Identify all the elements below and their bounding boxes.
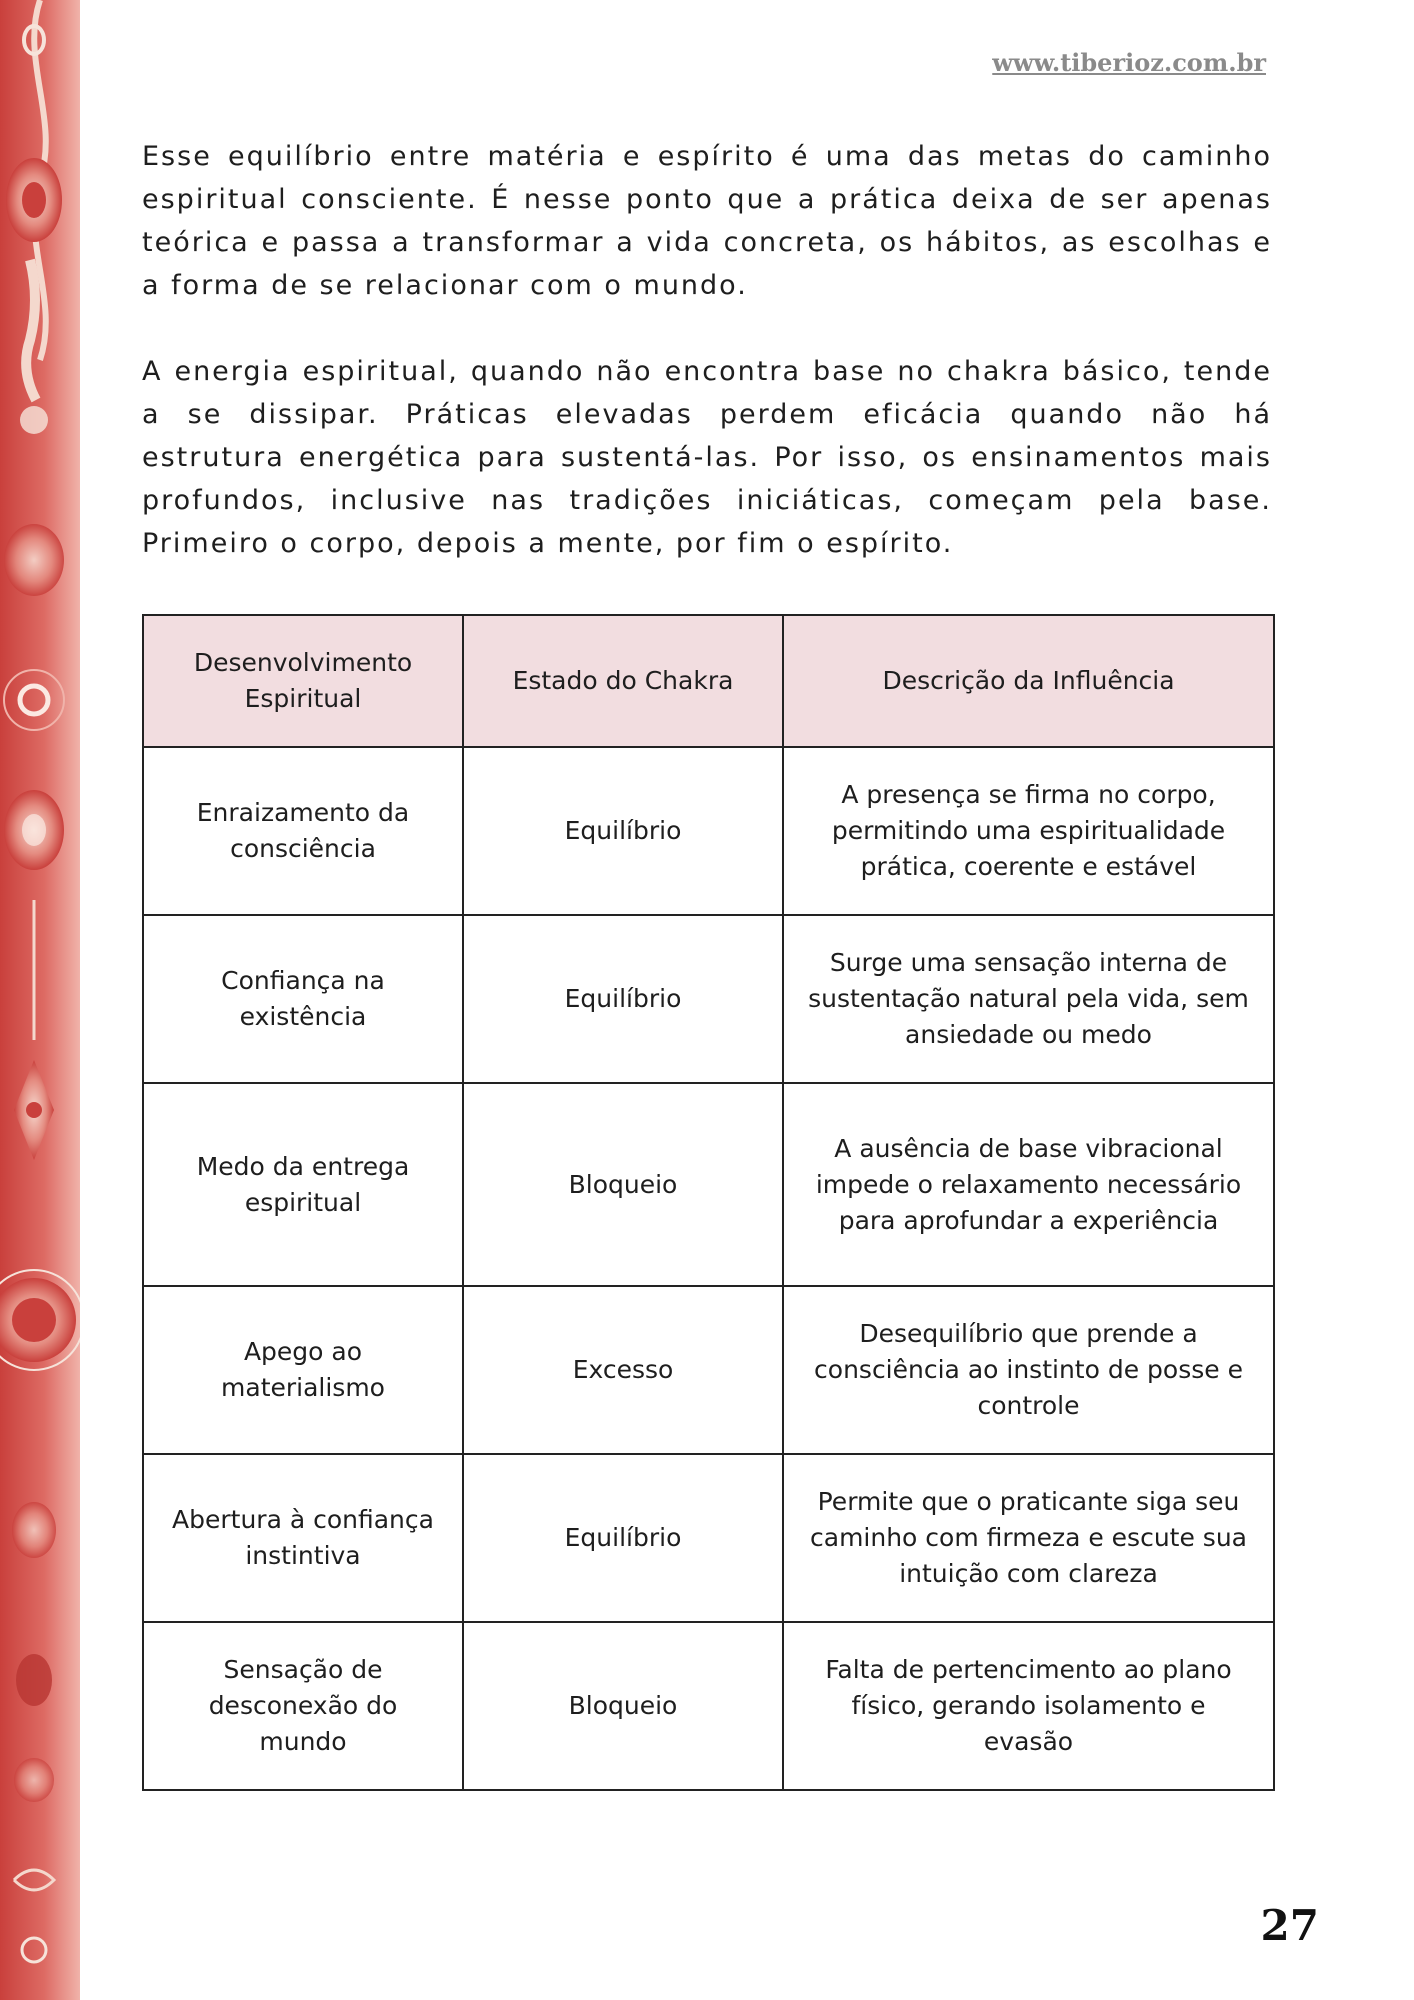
cell-state: Equilíbrio [463, 1454, 783, 1622]
cell-state: Equilíbrio [463, 747, 783, 915]
website-url[interactable]: www.tiberioz.com.br [992, 48, 1266, 77]
cell-development: Confiança na existência [143, 915, 463, 1083]
page-number: 27 [1260, 1901, 1319, 1950]
table-row [143, 1622, 1274, 1790]
table-header-row [143, 615, 1274, 747]
cell-description: Falta de pertencimento ao plano físico, gerando isolamento e evasão [783, 1622, 1274, 1790]
cell-description: Surge uma sensação interna de sustentação natural pela vida, sem ansiedade ou medo [783, 915, 1274, 1083]
table-row [143, 747, 1274, 915]
header-desenvolvimento: Desenvolvimento Espiritual [143, 615, 463, 747]
paragraph-2: A energia espiritual, quando não encontra base no chakra básico, tende a se dissipar. Práticas elevadas perdem eficácia quando não há estrutura energética para sustentá-las. Por isso, os ensinamentos mais profundos, inclusive nas tradições iniciáticas, começam pela base. Primeiro o corpo, depois a mente, por fim o espírito. [142, 356, 1272, 559]
header-descricao: Descrição da Influência [783, 615, 1274, 747]
chakra-influence-table [142, 614, 1275, 1791]
table-row [143, 1286, 1274, 1454]
table-row [143, 915, 1274, 1083]
cell-development: Enraizamento da consciência [143, 747, 463, 915]
cell-state: Bloqueio [463, 1622, 783, 1790]
cell-development: Abertura à confiança instintiva [143, 1454, 463, 1622]
cell-description: Permite que o praticante siga seu caminho com firmeza e escute sua intuição com clareza [783, 1454, 1274, 1622]
cell-description: A ausência de base vibracional impede o relaxamento necessário para aprofundar a experiência [783, 1083, 1274, 1286]
cell-state: Bloqueio [463, 1083, 783, 1286]
decorative-side-strip [0, 0, 80, 2000]
paragraph-1: Esse equilíbrio entre matéria e espírito é uma das metas do caminho espiritual consciente. É nesse ponto que a prática deixa de ser apenas teórica e passa a transformar a vida concreta, os hábitos, as escolhas e a forma de se relacionar com o mundo. [142, 141, 1272, 301]
table-row [143, 1454, 1274, 1622]
cell-state: Equilíbrio [463, 915, 783, 1083]
cell-development: Medo da entrega espiritual [143, 1083, 463, 1286]
cell-development: Sensação de desconexão do mundo [143, 1622, 463, 1790]
cell-state: Excesso [463, 1286, 783, 1454]
cell-description: A presença se firma no corpo, permitindo uma espiritualidade prática, coerente e estável [783, 747, 1274, 915]
cell-development: Apego ao materialismo [143, 1286, 463, 1454]
cell-description: Desequilíbrio que prende a consciência ao instinto de posse e controle [783, 1286, 1274, 1454]
table-row [143, 1083, 1274, 1286]
header-estado: Estado do Chakra [463, 615, 783, 747]
